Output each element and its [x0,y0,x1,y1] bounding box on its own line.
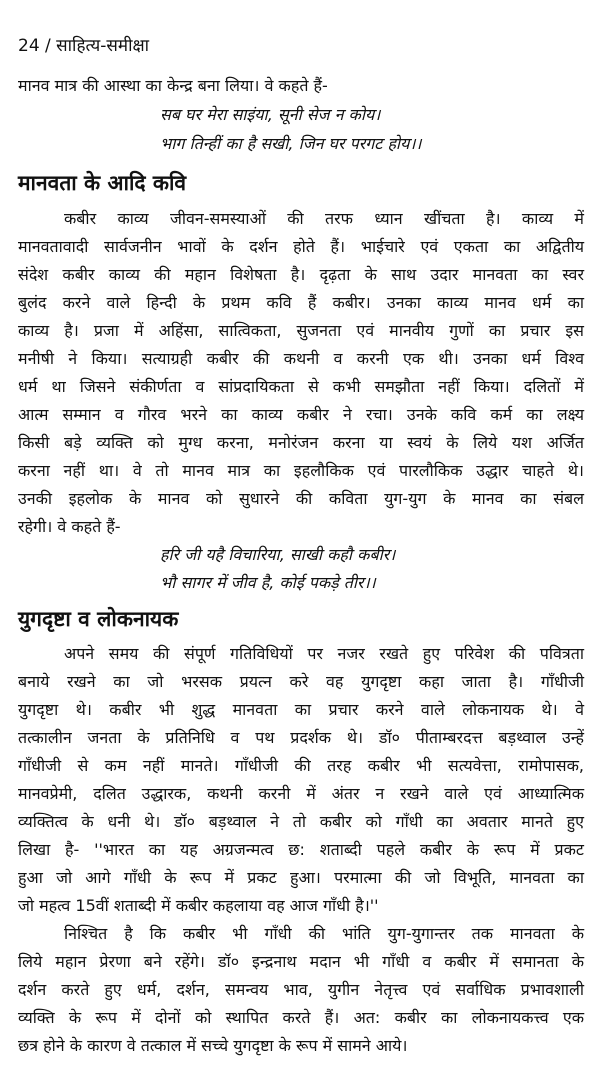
text-line: काव्य है। प्रजा में अहिंसा, सात्विकता, सुजनता एवं मानवीय गुणों का प्रचार इस [18,321,584,340]
text-line: लिखा है- ''भारत का यह अग्रजन्मत्व छ: शताब्दी पहले कबीर के रूप में प्रकट [18,840,584,859]
text-line: कबीर काव्य जीवन-समस्याओं की तरफ ध्यान खींचता है। काव्य में [64,209,584,228]
text-line: उनकी इहलोक के मानव को सुधारने की कविता युग-युग के मानव का संबल [18,489,584,508]
text-line: गाँधीजी से कम नहीं मानते। गाँधीजी की तरह कबीर भी सत्यवेत्ता, रामोपासक, [18,756,584,775]
text-line: लिये महान प्रेरणा बने रहेंगे। डॉ० इन्द्रनाथ मदान भी गाँधी व कबीर में समानता के [18,952,584,971]
text-line: धर्म था जिसने संकीर्णता व सांप्रदायिकता से कभी समझौता नहीं किया। दलितों में [18,377,584,396]
verse-line: भाग तिन्हीं का है सखी, जिन घर परगट होय।। [160,134,422,153]
text-line: संदेश कबीर काव्य की महान विशेषता है। दृढ़ता के साथ उदार मानवता का स्वर [18,265,584,284]
text-line: हुआ जो आगे गाँधी के रूप में प्रकट हुआ। परमात्मा की जो विभूति, मानवता का [18,868,584,887]
text-line: रहेगी। वे कहते हैं- [18,517,121,536]
text-line: व्यक्ति के रूप में दोनों को स्थापित करते हैं। अत: कबीर का लोकनायकत्त्व एक [18,1008,584,1027]
text-line: युगदृष्टा थे। कबीर भी शुद्ध मानवता का प्रचार करने वाले लोकनायक थे। वे [18,700,584,719]
section-heading: मानवता के आदि कवि [18,171,187,195]
text-line: दर्शन करते हुए धर्म, दर्शन, समन्वय भाव, युगीन नेतृत्त्व एवं सर्वाधिक प्रभावशाली [18,980,584,999]
text-line: आत्म सम्मान व गौरव भरने का काव्य कबीर ने रचा। उनके कवि कर्म का लक्ष्य [18,405,584,424]
verse-line: हरि जी यहै विचारिया, साखी कहौ कबीर। [160,545,396,564]
text-line: जो महत्व 15वीं शताब्दी में कबीर कहलाया वह आज गाँधी है।'' [18,896,379,915]
text-line: मानवतावादी सार्वजनीन भावों के दर्शन होते हैं। भाईचारे एवं एकता का अद्वितीय [18,237,584,256]
text-line: तत्कालीन जनता के प्रतिनिधि व पथ प्रदर्शक थे। डॉ० पीताम्बरदत्त बड़थ्वाल उन्हें [18,728,584,747]
text-line: करना नहीं था। वे तो मानव मात्र का इहलौकिक एवं पारलौकिक उद्धार चाहते थे। [18,461,584,480]
text-line: निश्चित है कि कबीर भी गाँधी की भांति युग-युगान्तर तक मानवता के [64,924,584,943]
text-line: बनाये रखने का जो भरसक प्रयत्न करे वह युगदृष्टा कहा जाता है। गाँधीजी [18,672,584,691]
text-line: छत्र होने के कारण वे तत्काल में सच्चे युगदृष्टा के रूप में सामने आये। [18,1036,408,1055]
text-line: व्यक्तित्व के धनी थे। डॉ० बड़थ्वाल ने तो कबीर को गाँधी का अवतार मानते हुए [18,812,584,831]
verse-line: सब घर मेरा साइंया, सूनी सेज न कोय। [160,105,381,124]
text-line: मानवप्रेमी, दलित उद्धारक, कथनी करनी में अंतर न रखने वाले एवं आध्यात्मिक [18,784,584,803]
text-line: मानव मात्र की आस्था का केन्द्र बना लिया। वे कहते हैं- [18,76,328,95]
text-line: मनीषी ने किया। सत्याग्रही कबीर की कथनी व करनी एक थी। उनका धर्म विश्व [18,349,584,368]
verse-line: भौ सागर में जीव है, कोई पकड़े तीर।। [160,573,376,592]
text-line: बुलंद करने वाले हिन्दी के प्रथम कवि हैं कबीर। उनका काव्य मानव धर्म का [18,293,584,312]
text-line: किसी बड़े व्यक्ति को मुग्ध करना, मनोरंजन करना या स्वयं के लिये यश अर्जित [18,433,584,452]
text-line: अपने समय की संपूर्ण गतिविधियों पर नजर रखते हुए परिवेश की पवित्रता [64,644,584,663]
running-head: 24 / साहित्य-समीक्षा [18,36,150,56]
section-heading: युगदृष्टा व लोकनायक [18,607,179,631]
